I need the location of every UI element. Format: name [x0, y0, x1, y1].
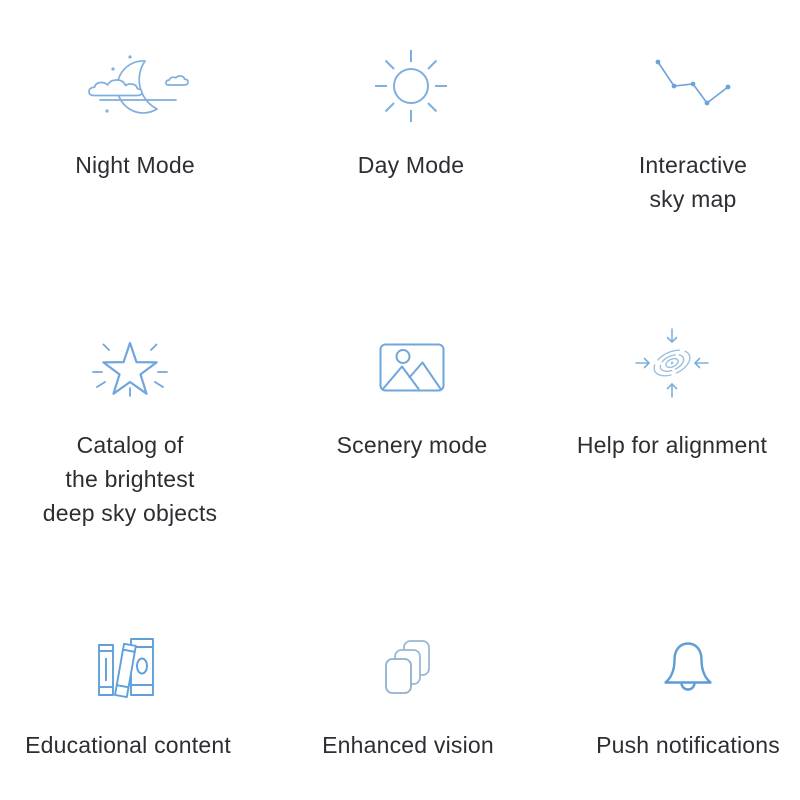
- galaxy-align-icon: [630, 327, 714, 399]
- icon-area: [15, 38, 255, 148]
- icon-area: [10, 322, 250, 428]
- books-icon: [97, 637, 159, 703]
- feature-label-line3: deep sky objects: [42, 500, 218, 526]
- feature-night-mode: [15, 38, 255, 182]
- feature-enhanced-vision: [288, 630, 528, 762]
- icon-area: [288, 630, 528, 728]
- feature-scenery-mode: [292, 322, 532, 462]
- feature-day-mode: [291, 38, 531, 182]
- icon-area: [542, 322, 800, 428]
- icon-area: [8, 630, 248, 728]
- moon-clouds-icon: [80, 45, 190, 140]
- star-sparkle-icon: [85, 330, 175, 414]
- feature-help-for-alignment: [542, 322, 800, 462]
- icon-area: [568, 630, 800, 728]
- feature-label-line1: Catalog of: [76, 432, 184, 458]
- feature-label: Educational content: [25, 732, 231, 758]
- icon-area: [292, 322, 532, 428]
- feature-push-notifications: [568, 630, 800, 762]
- constellation-icon: [650, 54, 736, 110]
- feature-label: Push notifications: [596, 732, 780, 758]
- feature-label: Night Mode: [75, 152, 195, 178]
- feature-catalog-deep-sky: [10, 322, 250, 530]
- feature-label-line1: Interactive: [638, 152, 748, 178]
- feature-interactive-sky-map: [573, 38, 800, 216]
- landscape-image-icon: [379, 343, 445, 393]
- feature-label: Scenery mode: [336, 432, 488, 458]
- feature-label: Enhanced vision: [322, 732, 494, 758]
- stacked-cards-icon: [384, 638, 432, 696]
- feature-label-line2: the brightest: [65, 466, 195, 492]
- feature-label: Day Mode: [357, 152, 465, 178]
- icon-area: [291, 38, 531, 148]
- bell-icon: [660, 638, 716, 692]
- feature-educational-content: [8, 630, 248, 762]
- icon-area: [573, 38, 800, 148]
- feature-label: Help for alignment: [576, 432, 768, 458]
- sun-icon: [371, 46, 451, 126]
- feature-label-line2: sky map: [649, 186, 737, 212]
